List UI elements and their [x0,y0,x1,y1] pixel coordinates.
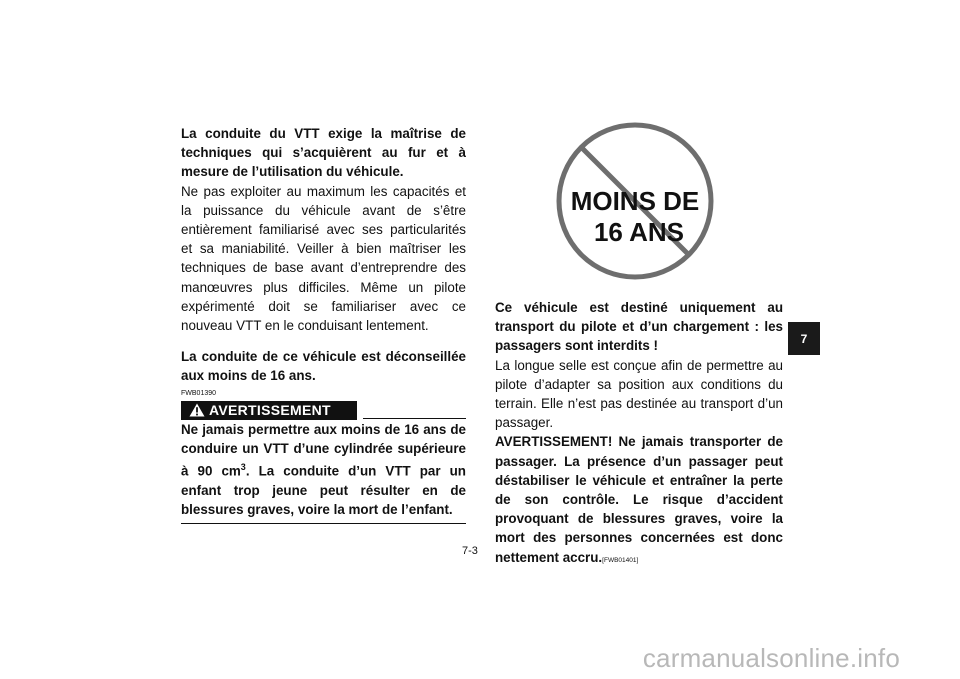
warning-text-part-b: . La conduite d’un VTT par un enfant trop jeune peut résulter en de blessures graves, voire la mort de l’enfant. [181,463,466,517]
right-column [495,298,783,570]
watermark: carmanualsonline.info [642,643,900,673]
section-heading-passenger: Ce véhicule est destiné uniquement au transport du pilote et d’un chargement : les passagers sont interdits ! [495,300,783,354]
left-column [181,124,466,524]
warning-text-age [181,420,466,524]
superscript-3: 3 [240,462,246,473]
no-under-16-sign [555,115,715,285]
warning-passenger-body: AVERTISSEMENT! Ne jamais transporter de passager. La présence d’un passager peut déstabiliser le véhicule et entraîner la perte de son contrôle. Le risque d’accident provoquant de blessures graves, voire la mort des personnes concernées est donc nettement accru. [495,434,783,565]
sign-text-line2: 16 ANS [593,217,685,247]
section-heading-experience: La conduite du VTT exige la maîtrise de techniques qui s’acquièrent au fur et à mesure de l’utilisation du véhicule. [181,126,466,180]
warning-badge [181,401,357,420]
paragraph-experience: Ne pas exploiter au maximum les capacités et la puissance du véhicule avant de s’être entièrement familiarisé avec ses particularités et sa maniabilité. Veiller à bien maîtriser les techniques de base avant d’entreprendre des manœuvres plus difficiles. Même un pilote expérimenté doit se familiariser avec ce nouveau VTT en le conduisant lentement. [181,183,466,334]
warning-text-part-a: Ne jamais permettre aux moins de 16 ans de conduire un VTT d’une cylindrée supérieure à 90 cm [181,421,466,479]
reference-code: FWB01390 [181,389,217,397]
warning-label: AVERTISSEMENT [209,401,331,418]
paragraph-seat: La longue selle est conçue afin de permettre au pilote d’adapter sa position aux conditions du terrain. Elle n’est pas destinée au transport d’un passager. [495,357,783,431]
warning-text-passenger [495,432,783,569]
page-number: 7-3 [462,545,478,557]
chapter-tab: 7 [788,322,820,355]
warning-rule [363,418,466,419]
sign-text-line1: MOINS DE [570,186,700,216]
warning-triangle-icon [189,403,205,417]
reference-code-inline: [FWB01401] [602,556,639,564]
warning-header [181,401,466,420]
section-heading-age: La conduite de ce véhicule est déconseillée aux moins de 16 ans. [181,349,466,384]
